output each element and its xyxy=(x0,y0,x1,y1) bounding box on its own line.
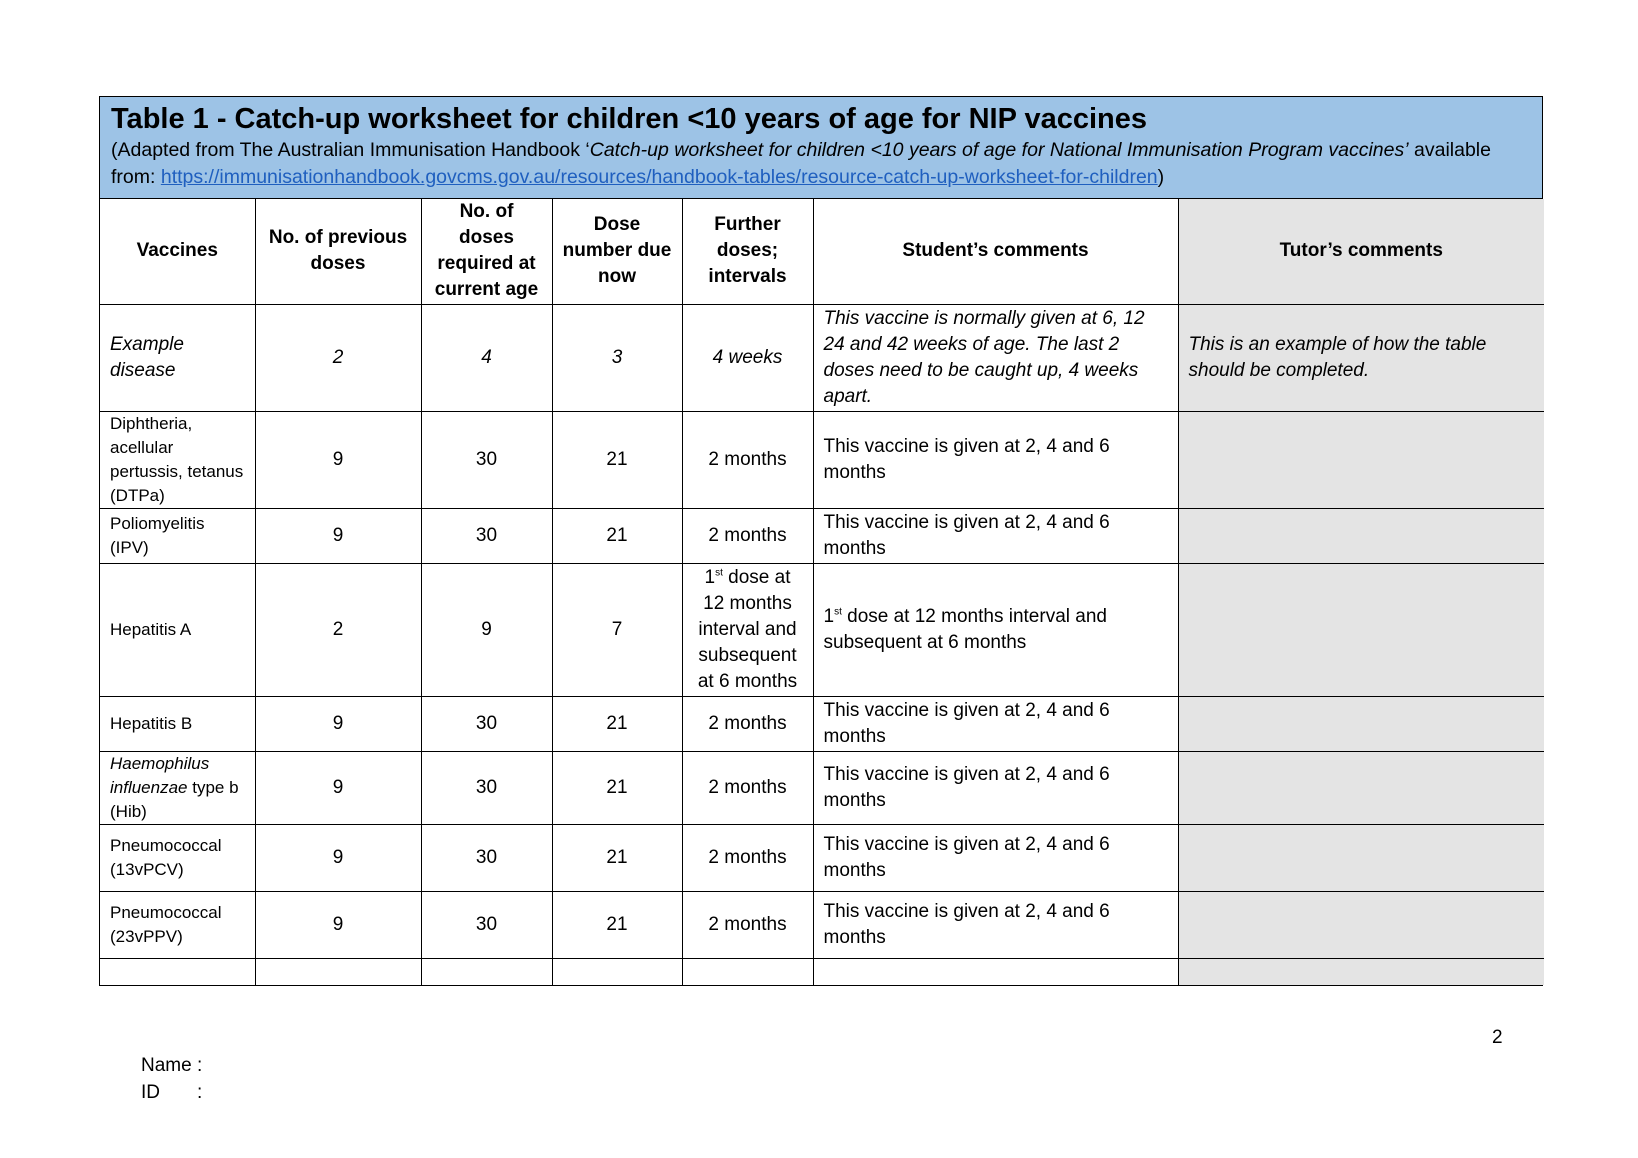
vaccine-name: Poliomyelitis (IPV) xyxy=(100,508,255,563)
name-label: Name : xyxy=(141,1055,203,1076)
subtitle-handbook-title: Catch-up worksheet for children <10 years of age for National Immunisation Program vaccines’ xyxy=(589,139,1409,161)
dose-due: 21 xyxy=(552,508,682,563)
previous-doses: 9 xyxy=(255,508,421,563)
previous-doses: 9 xyxy=(255,751,421,824)
tutor-comment[interactable] xyxy=(1178,824,1544,891)
empty-cell[interactable] xyxy=(255,958,421,985)
further-doses: 2 months xyxy=(682,751,813,824)
subtitle-suffix: ) xyxy=(1157,166,1165,188)
header-vaccines: Vaccines xyxy=(100,199,255,304)
header-dose-due: Dose number due now xyxy=(552,199,682,304)
header-previous-doses: No. of previous doses xyxy=(255,199,421,304)
table-row xyxy=(100,891,1544,958)
further-doses: 2 months xyxy=(682,891,813,958)
dose-due: 3 xyxy=(552,304,682,411)
tutor-comment[interactable]: This is an example of how the table should be completed. xyxy=(1178,304,1544,411)
further-doses: 2 months xyxy=(682,411,813,508)
tutor-comment[interactable] xyxy=(1178,508,1544,563)
empty-cell[interactable] xyxy=(100,958,255,985)
page-number: 2 xyxy=(1492,1027,1503,1048)
table-row xyxy=(100,411,1544,508)
vaccine-name: Pneumococcal (23vPPV) xyxy=(100,891,255,958)
doses-required: 30 xyxy=(421,696,552,751)
empty-cell[interactable] xyxy=(421,958,552,985)
student-comment[interactable]: This vaccine is given at 2, 4 and 6 months xyxy=(813,891,1178,958)
vaccine-name-italic: Haemophilus influenzae xyxy=(110,753,210,797)
vaccine-name xyxy=(100,751,255,824)
ordinal-suffix: st xyxy=(834,606,842,618)
doses-required: 30 xyxy=(421,824,552,891)
table-row xyxy=(100,696,1544,751)
tutor-comment[interactable] xyxy=(1178,563,1544,696)
handbook-link[interactable]: https://immunisationhandbook.govcms.gov.au/resources/handbook-tables/resource-catch-up-worksheet-for-children xyxy=(160,166,1158,188)
doses-required: 9 xyxy=(421,563,552,696)
student-comment[interactable]: This vaccine is given at 2, 4 and 6 months xyxy=(813,411,1178,508)
table-row xyxy=(100,824,1544,891)
subtitle-available: available from: xyxy=(111,139,1491,188)
doses-required: 30 xyxy=(421,891,552,958)
vaccine-name-rest: type b (Hib) xyxy=(110,777,239,821)
catch-up-table xyxy=(100,199,1544,985)
student-comment[interactable]: This vaccine is normally given at 6, 12 24 and 42 weeks of age. The last 2 doses need to be caught up, 4 weeks apart. xyxy=(813,304,1178,411)
example-row xyxy=(100,304,1544,411)
previous-doses: 9 xyxy=(255,824,421,891)
student-comment[interactable]: This vaccine is given at 2, 4 and 6 months xyxy=(813,696,1178,751)
ordinal-suffix: st xyxy=(715,567,723,579)
dose-due: 21 xyxy=(552,411,682,508)
empty-cell[interactable] xyxy=(552,958,682,985)
previous-doses: 2 xyxy=(255,304,421,411)
empty-cell[interactable] xyxy=(813,958,1178,985)
table-row xyxy=(100,508,1544,563)
vaccine-name: Hepatitis B xyxy=(100,696,255,751)
previous-doses: 9 xyxy=(255,891,421,958)
dose-due: 21 xyxy=(552,891,682,958)
title-block xyxy=(100,97,1542,199)
table-row xyxy=(100,563,1544,696)
tutor-comment[interactable] xyxy=(1178,696,1544,751)
student-comment[interactable] xyxy=(813,563,1178,696)
tutor-comment[interactable] xyxy=(1178,411,1544,508)
dose-due: 21 xyxy=(552,696,682,751)
tutor-comment[interactable] xyxy=(1178,751,1544,824)
header-further-doses: Further doses; intervals xyxy=(682,199,813,304)
student-comment-text: dose at 12 months interval and subsequent at 6 months xyxy=(823,605,1107,653)
previous-doses: 2 xyxy=(255,563,421,696)
doses-required: 30 xyxy=(421,411,552,508)
dose-due: 21 xyxy=(552,824,682,891)
tutor-comment[interactable] xyxy=(1178,891,1544,958)
table-subtitle xyxy=(111,137,1531,191)
vaccine-name: Pneumococcal (13vPCV) xyxy=(100,824,255,891)
student-comment[interactable]: This vaccine is given at 2, 4 and 6 months xyxy=(813,824,1178,891)
header-row xyxy=(100,199,1544,304)
doses-required: 30 xyxy=(421,508,552,563)
student-comment[interactable]: This vaccine is given at 2, 4 and 6 months xyxy=(813,508,1178,563)
table-title: Table 1 - Catch-up worksheet for children <10 years of age for NIP vaccines xyxy=(111,103,1148,135)
further-doses-text: dose at 12 months interval and subsequent at 6 months xyxy=(697,566,798,692)
header-student-comments: Student’s comments xyxy=(813,199,1178,304)
vaccine-name: Hepatitis A xyxy=(100,563,255,696)
dose-due: 7 xyxy=(552,563,682,696)
doses-required: 30 xyxy=(421,751,552,824)
doses-required: 4 xyxy=(421,304,552,411)
further-doses: 2 months xyxy=(682,824,813,891)
vaccine-name: Example disease xyxy=(100,304,255,411)
further-doses: 4 weeks xyxy=(682,304,813,411)
empty-tutor-cell[interactable] xyxy=(1178,958,1544,985)
previous-doses: 9 xyxy=(255,411,421,508)
worksheet-table-container xyxy=(99,96,1543,986)
student-comment[interactable]: This vaccine is given at 2, 4 and 6 months xyxy=(813,751,1178,824)
further-doses: 2 months xyxy=(682,696,813,751)
empty-cell[interactable] xyxy=(682,958,813,985)
empty-table-row xyxy=(100,958,1544,985)
vaccine-name: Diphtheria, acellular pertussis, tetanus (DTPa) xyxy=(100,411,255,508)
dose-due: 21 xyxy=(552,751,682,824)
header-tutor-comments: Tutor’s comments xyxy=(1178,199,1544,304)
ordinal-number: 1 xyxy=(704,566,716,588)
further-doses xyxy=(682,563,813,696)
ordinal-number: 1 xyxy=(823,605,835,627)
table-row xyxy=(100,751,1544,824)
previous-doses: 9 xyxy=(255,696,421,751)
header-doses-required: No. of doses required at current age xyxy=(421,199,552,304)
further-doses: 2 months xyxy=(682,508,813,563)
id-label: ID : xyxy=(141,1082,203,1103)
subtitle-prefix: (Adapted from The Australian Immunisation Handbook ‘ xyxy=(111,139,590,161)
